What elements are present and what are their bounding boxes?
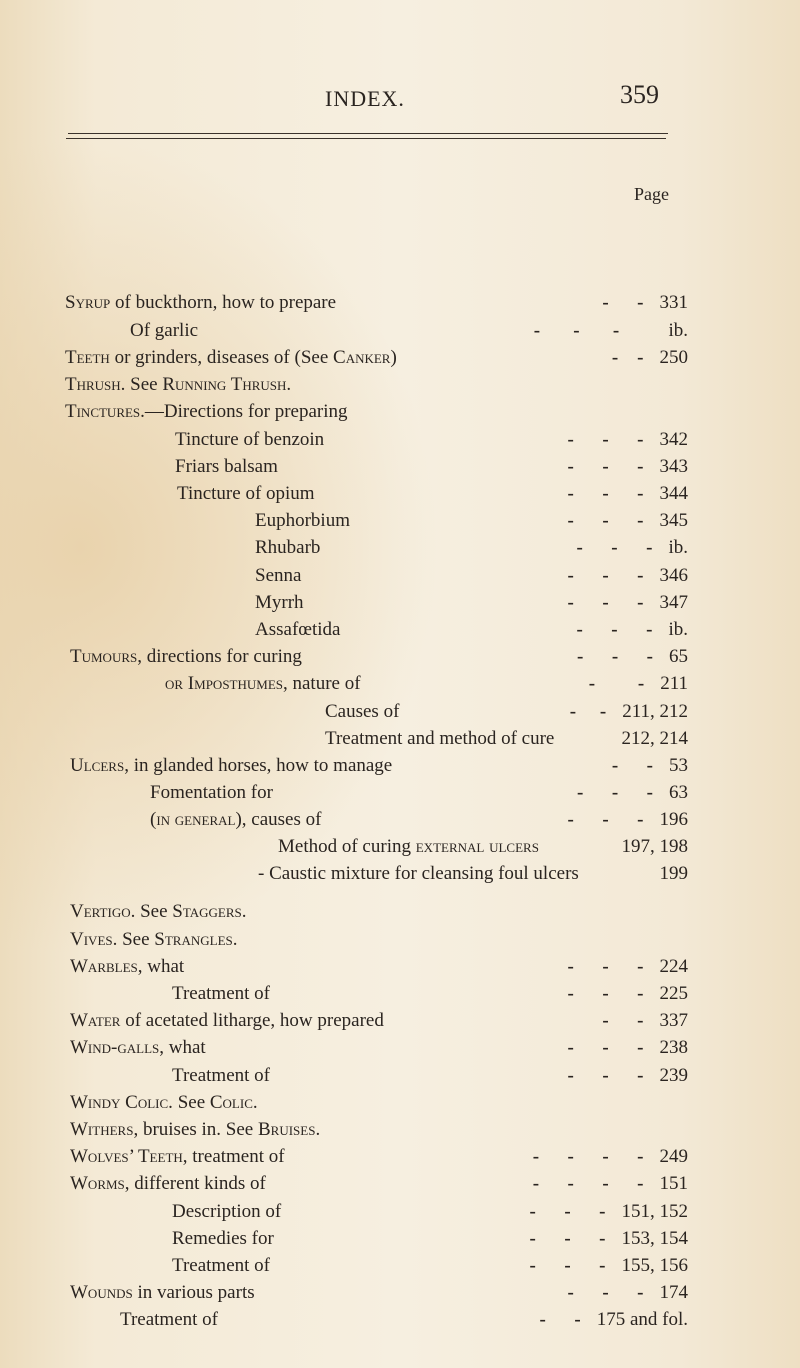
entry-text-part: Treatment and method of cure bbox=[325, 728, 555, 749]
index-entry bbox=[0, 1009, 800, 1033]
entry-text-part: Treatment of bbox=[172, 983, 270, 1004]
entry-text bbox=[70, 1118, 320, 1142]
page-reference: 347 bbox=[659, 592, 688, 613]
entry-text-part: or grinders, diseases of (See bbox=[109, 347, 334, 368]
dash-leader: - - - bbox=[567, 1065, 644, 1086]
entry-text bbox=[165, 672, 361, 696]
index-entry bbox=[0, 727, 800, 751]
entry-text-part: See bbox=[172, 1092, 210, 1113]
entry-heading: Strangles. bbox=[154, 929, 238, 950]
dash-leader: - - - bbox=[567, 1037, 644, 1058]
entry-text-part: Assafœtida bbox=[255, 619, 341, 640]
page-reference: 337 bbox=[659, 1010, 688, 1031]
entry-text-part: , treatment of bbox=[182, 1146, 285, 1167]
dash-leader: - - bbox=[602, 292, 644, 313]
entry-text bbox=[70, 1281, 255, 1305]
entry-text-part: Senna bbox=[255, 565, 302, 586]
dash-leader: - - - bbox=[567, 565, 644, 586]
entry-heading: Wounds bbox=[70, 1282, 133, 1303]
entry-text-part: - Caustic mixture for cleansing foul ulcers bbox=[258, 863, 579, 884]
page-reference: ib. bbox=[668, 537, 688, 558]
entry-text-part: Tincture of opium bbox=[177, 483, 315, 504]
page-reference: 346 bbox=[659, 565, 688, 586]
entry-heading: Tumours bbox=[70, 646, 138, 667]
header-rule bbox=[66, 138, 666, 139]
entry-text bbox=[278, 835, 539, 859]
page-reference: 212, 214 bbox=[621, 728, 688, 749]
entry-text-part: —Directions for preparing bbox=[144, 401, 348, 422]
entry-text-part: Causes of bbox=[325, 701, 400, 722]
dash-leader: - - - bbox=[576, 619, 653, 640]
entry-text-part: , bruises in. See bbox=[133, 1119, 258, 1140]
index-entry bbox=[0, 700, 800, 724]
index-entry bbox=[0, 781, 800, 805]
index-entry bbox=[0, 428, 800, 452]
page-reference: 239 bbox=[659, 1065, 688, 1086]
entry-text-part: Euphorbium bbox=[255, 510, 350, 531]
entry-text bbox=[172, 1064, 270, 1088]
dash-leader: - - bbox=[611, 755, 653, 776]
entry-text-part: of acetated litharge, how prepared bbox=[120, 1010, 384, 1031]
dash-leader: - - - bbox=[567, 956, 644, 977]
entry-heading: Water bbox=[70, 1010, 121, 1031]
entry-heading: Teeth bbox=[65, 347, 110, 368]
entry-text-part: See bbox=[117, 929, 155, 950]
page-reference: 225 bbox=[659, 983, 688, 1004]
page-reference: 211, 212 bbox=[622, 701, 688, 722]
entry-text bbox=[70, 900, 247, 924]
entry-text bbox=[65, 346, 397, 370]
page-reference: 175 and fol. bbox=[596, 1309, 688, 1330]
index-entry bbox=[0, 1200, 800, 1224]
entry-text bbox=[255, 618, 340, 642]
page-reference: 344 bbox=[659, 483, 688, 504]
entry-text-part: Treatment of bbox=[172, 1255, 270, 1276]
entry-text-part: Treatment of bbox=[120, 1309, 218, 1330]
entry-text bbox=[255, 591, 304, 615]
dash-leader: - - - bbox=[567, 510, 644, 531]
index-entry bbox=[0, 1145, 800, 1169]
index-entry bbox=[0, 955, 800, 979]
entry-text-part: , in glanded horses, how to manage bbox=[124, 755, 393, 776]
index-entry bbox=[0, 928, 800, 952]
index-entry bbox=[0, 536, 800, 560]
index-entry bbox=[0, 455, 800, 479]
index-entry bbox=[0, 482, 800, 506]
entry-text-part: , causes of bbox=[241, 809, 322, 830]
page-reference: 249 bbox=[659, 1146, 688, 1167]
entry-text-part: , what bbox=[159, 1037, 206, 1058]
entry-text-part: Description of bbox=[172, 1201, 282, 1222]
index-entry bbox=[0, 346, 800, 370]
entry-text bbox=[70, 1036, 206, 1060]
entry-text bbox=[70, 645, 302, 669]
entry-text-part: Tincture of benzoin bbox=[175, 429, 325, 450]
entry-heading: external ulcers bbox=[415, 836, 539, 857]
index-entry bbox=[0, 400, 800, 424]
dash-leader: - - - bbox=[529, 1201, 606, 1222]
index-entry bbox=[0, 618, 800, 642]
entry-text bbox=[172, 1200, 281, 1224]
entry-text bbox=[65, 291, 336, 315]
entry-text bbox=[70, 1009, 384, 1033]
index-entry bbox=[0, 1091, 800, 1115]
entry-text-part: Rhubarb bbox=[255, 537, 321, 558]
entry-text bbox=[255, 509, 350, 533]
entry-text bbox=[120, 1308, 218, 1332]
entry-heading: Running Thrush. bbox=[162, 374, 292, 395]
page-reference: 155, 156 bbox=[621, 1255, 688, 1276]
dash-leader: - - bbox=[588, 673, 645, 694]
index-entry bbox=[0, 1254, 800, 1278]
header-rule bbox=[68, 133, 668, 134]
page-reference: 224 bbox=[659, 956, 688, 977]
index-entry bbox=[0, 1308, 800, 1332]
entry-text bbox=[150, 781, 273, 805]
entry-text bbox=[70, 928, 238, 952]
entry-text-part: Remedies for bbox=[172, 1228, 274, 1249]
entry-text bbox=[255, 564, 301, 588]
entry-text-part: Treatment of bbox=[172, 1065, 270, 1086]
dash-leader: - - - bbox=[577, 646, 653, 667]
page-reference: 199 bbox=[659, 863, 688, 884]
dash-leader: - - - bbox=[567, 1282, 644, 1303]
entry-text bbox=[175, 455, 278, 479]
page-number: 359 bbox=[620, 80, 659, 109]
index-entry bbox=[0, 1118, 800, 1142]
page-reference: 153, 154 bbox=[621, 1228, 688, 1249]
entry-heading: Staggers. bbox=[172, 901, 247, 922]
entry-text-part: Of garlic bbox=[130, 320, 199, 341]
entry-text-part: Friars balsam bbox=[175, 456, 278, 477]
entry-text bbox=[172, 1254, 270, 1278]
entry-text-part: , what bbox=[137, 956, 185, 977]
index-entry bbox=[0, 1036, 800, 1060]
dash-leader: - - - bbox=[567, 483, 644, 504]
index-entry bbox=[0, 672, 800, 696]
dash-leader: - - bbox=[611, 347, 644, 368]
entry-text bbox=[70, 1145, 285, 1169]
entry-heading: Bruises. bbox=[257, 1119, 321, 1140]
page-reference: 151, 152 bbox=[621, 1201, 688, 1222]
entry-heading: Canker bbox=[333, 347, 391, 368]
dash-leader: - - - bbox=[576, 537, 653, 558]
entry-text bbox=[70, 754, 392, 778]
index-entry bbox=[0, 900, 800, 924]
page-reference: 197, 198 bbox=[621, 836, 688, 857]
entry-text bbox=[255, 536, 320, 560]
entry-text-part: ) bbox=[390, 347, 397, 368]
entry-heading: Worms bbox=[70, 1173, 125, 1194]
index-entry bbox=[0, 862, 800, 886]
page-reference: 151 bbox=[659, 1173, 688, 1194]
index-entry bbox=[0, 591, 800, 615]
entry-heading: or Imposthumes bbox=[165, 673, 283, 694]
dash-leader: - - bbox=[569, 701, 607, 722]
entry-heading: Tinctures. bbox=[65, 401, 145, 422]
index-entry bbox=[0, 291, 800, 315]
index-entry bbox=[0, 1281, 800, 1305]
entry-text-part: , directions for curing bbox=[137, 646, 302, 667]
index-entry bbox=[0, 319, 800, 343]
entry-text bbox=[172, 1227, 274, 1251]
page-reference: ib. bbox=[668, 320, 688, 341]
index-entry bbox=[0, 1172, 800, 1196]
dash-leader: - - - bbox=[577, 782, 653, 803]
page-reference: 343 bbox=[659, 456, 688, 477]
entry-text-part: Myrrh bbox=[255, 592, 304, 613]
page-reference: 174 bbox=[659, 1282, 688, 1303]
index-entry bbox=[0, 509, 800, 533]
entry-heading: Warbles bbox=[70, 956, 138, 977]
dash-leader: - - - - bbox=[532, 1146, 644, 1167]
dash-leader: - - - bbox=[567, 983, 644, 1004]
entry-text-part: , different kinds of bbox=[124, 1173, 266, 1194]
index-entry bbox=[0, 645, 800, 669]
entry-text bbox=[70, 955, 184, 979]
dash-leader: - - - bbox=[567, 592, 644, 613]
entry-text bbox=[172, 982, 270, 1006]
index-entry bbox=[0, 1064, 800, 1088]
dash-leader: - - - bbox=[567, 809, 644, 830]
dash-leader: - - - bbox=[567, 429, 644, 450]
page-reference: 196 bbox=[659, 809, 688, 830]
page-reference: ib. bbox=[668, 619, 688, 640]
entry-text bbox=[258, 862, 579, 886]
entry-heading: Ulcers bbox=[70, 755, 125, 776]
dash-leader: - - bbox=[539, 1309, 581, 1330]
entry-text-part: Method of curing bbox=[278, 836, 416, 857]
entry-heading: (in general) bbox=[150, 809, 242, 830]
dash-leader: - - - bbox=[533, 320, 653, 341]
entry-text-part: See bbox=[125, 374, 163, 395]
dash-leader: - - - bbox=[529, 1255, 606, 1276]
index-entry bbox=[0, 1227, 800, 1251]
entry-heading: Colic. bbox=[209, 1092, 258, 1113]
page-reference: 342 bbox=[659, 429, 688, 450]
index-entry bbox=[0, 982, 800, 1006]
entry-text-part: See bbox=[135, 901, 173, 922]
page-reference: 250 bbox=[659, 347, 688, 368]
page-reference: 331 bbox=[659, 292, 688, 313]
entry-text bbox=[150, 808, 321, 832]
entry-heading: Withers bbox=[70, 1119, 134, 1140]
entry-heading: Wolves’ Teeth bbox=[70, 1146, 183, 1167]
entry-text bbox=[175, 428, 324, 452]
dash-leader: - - bbox=[602, 1010, 644, 1031]
dash-leader: - - - bbox=[567, 456, 644, 477]
page-column-label: Page bbox=[634, 184, 669, 204]
entry-text bbox=[325, 727, 554, 751]
index-entry bbox=[0, 373, 800, 397]
entry-text bbox=[325, 700, 399, 724]
page-reference: 63 bbox=[669, 782, 688, 803]
page-reference: 238 bbox=[659, 1037, 688, 1058]
entry-heading: Thrusн. bbox=[65, 374, 126, 395]
entry-text-part: , nature of bbox=[283, 673, 361, 694]
page-reference: 211 bbox=[660, 673, 688, 694]
entry-text bbox=[70, 1091, 258, 1115]
entry-text bbox=[177, 482, 315, 506]
entry-heading: Wind-galls bbox=[70, 1037, 160, 1058]
entry-text bbox=[130, 319, 198, 343]
index-entry bbox=[0, 754, 800, 778]
entry-text bbox=[65, 373, 291, 397]
entry-text-part: Fomentation for bbox=[150, 782, 273, 803]
index-entry bbox=[0, 564, 800, 588]
page-reference: 345 bbox=[659, 510, 688, 531]
entry-heading: Syrup bbox=[65, 292, 111, 313]
running-header: INDEX. bbox=[325, 86, 405, 111]
entry-text-part: of buckthorn, how to prepare bbox=[110, 292, 337, 313]
page-reference: 65 bbox=[669, 646, 688, 667]
page-reference: 53 bbox=[669, 755, 688, 776]
entry-heading: Windy Colic. bbox=[70, 1092, 173, 1113]
index-entry bbox=[0, 808, 800, 832]
entry-text bbox=[70, 1172, 266, 1196]
dash-leader: - - - - bbox=[532, 1173, 644, 1194]
entry-text-part: in various parts bbox=[132, 1282, 255, 1303]
entry-heading: Vertigo. bbox=[70, 901, 136, 922]
entry-text bbox=[65, 400, 348, 424]
dash-leader: - - - bbox=[529, 1228, 606, 1249]
entry-heading: Vives. bbox=[70, 929, 118, 950]
index-entry bbox=[0, 835, 800, 859]
